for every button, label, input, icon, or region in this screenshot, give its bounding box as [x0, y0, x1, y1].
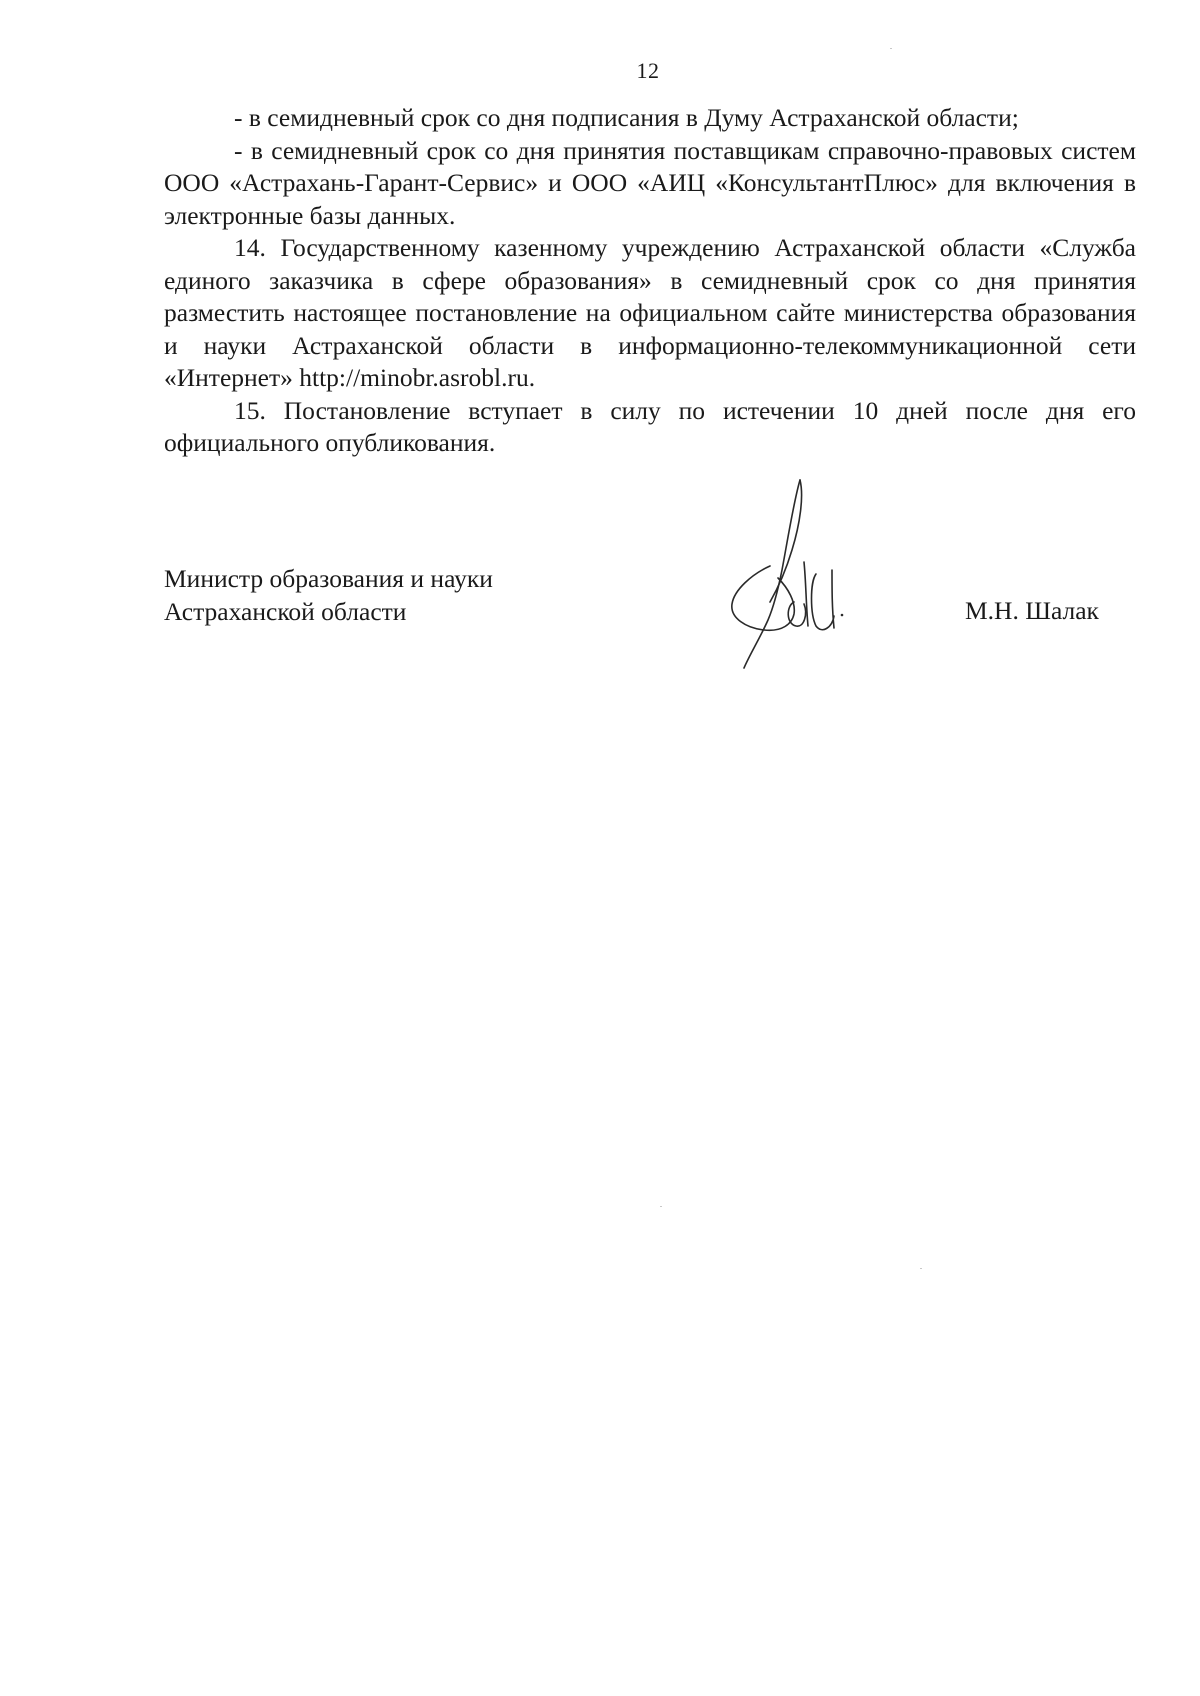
document-body	[164, 102, 1136, 460]
signatory-region-line: Астраханской области	[164, 596, 407, 626]
signatory-name: М.Н. Шалак	[965, 596, 1099, 625]
paragraph-item-duma: - в семидневный срок со дня подписания в Думу Астраханской области;	[234, 103, 1019, 132]
page-number: 12	[636, 58, 660, 83]
scan-speck	[890, 48, 892, 49]
paragraph-clause-14: 14. Государственному казенному учреждению Астраханской области «Служба единого заказчика в сфере образования» в семидневный срок со дня принятия разместить настоящее постановление на официальном сайте министерства образования и науки Астраханской области в информационно-телекоммуникационной сети «Интернет» http://minobr.asrobl.ru.	[164, 233, 1136, 392]
signatory-position-line: Министр образования и науки	[164, 564, 493, 593]
signatory-position	[164, 563, 493, 628]
scan-speck	[920, 1268, 922, 1269]
handwritten-signature-icon	[708, 478, 848, 672]
scan-speck	[660, 1206, 662, 1207]
paragraph-clause-15: 15. Постановление вступает в силу по истечении 10 дней после дня его официального опубликования.	[164, 395, 1136, 457]
paragraph-item-legal-systems: - в семидневный срок со дня принятия поставщикам справочно-правовых систем ООО «Астрахань-Гарант-Сервис» и ООО «АИЦ «КонсультантПлюс» для включения в электронные базы данных.	[164, 135, 1136, 230]
